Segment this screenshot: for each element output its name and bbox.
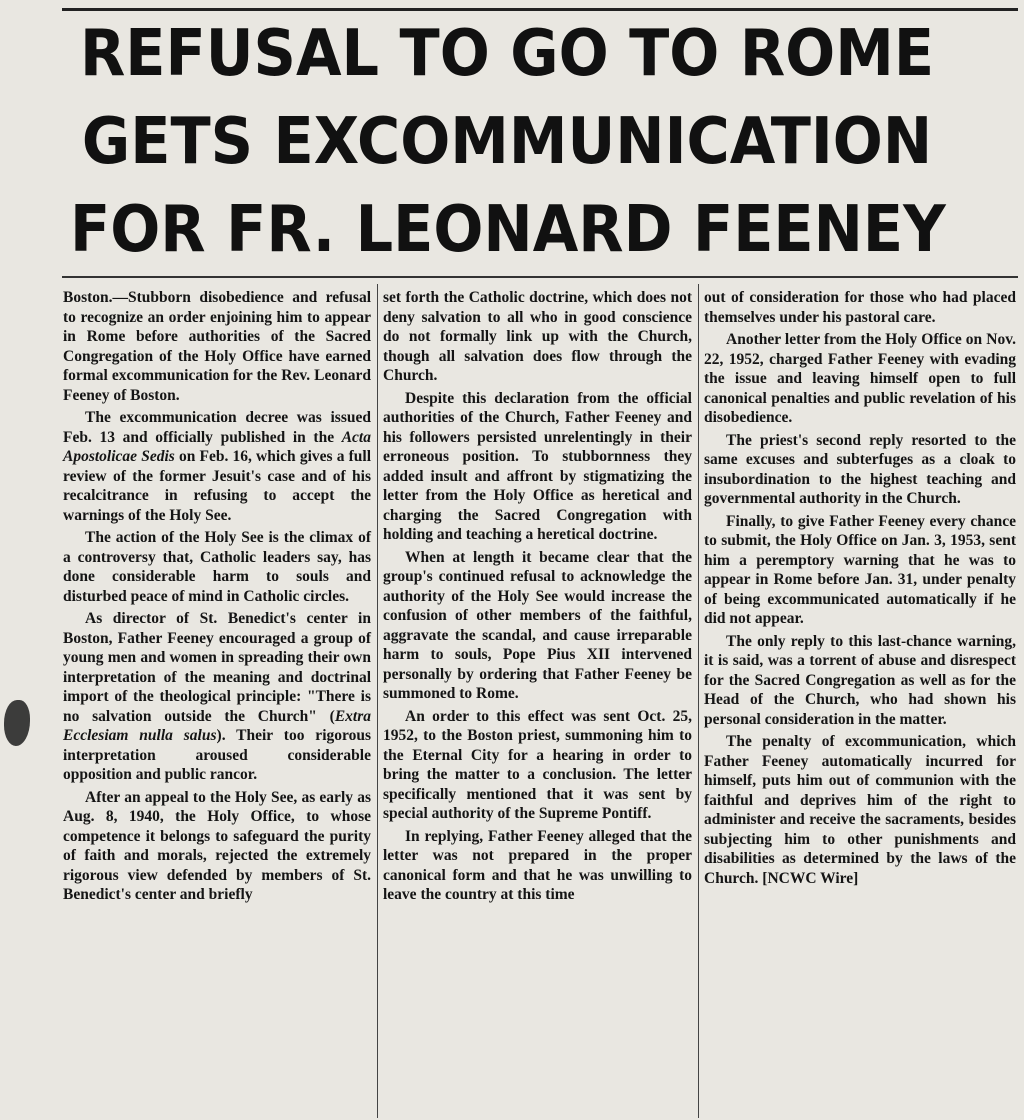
article-paragraph: An order to this effect was sent Oct. 25, 1952, to the Boston priest, summoning him to the Eternal City for a hearing in order to bring the matter to a conclusion. The letter specifically mentioned that it was sent by special authority of the Supreme Pontiff. <box>383 707 692 822</box>
article-paragraph: set forth the Catholic doctrine, which does not deny salvation to all who in good conscience do not formally link up with the Church, though all salvation does flow through the Church. <box>383 289 692 384</box>
article-paragraph: After an appeal to the Holy See, as early as Aug. 8, 1940, the Holy Office, to whose competence it belongs to safeguard the purity of faith and morals, rejected the extremely rigorous view defended by members of St. Benedict's center and briefly <box>63 788 371 903</box>
article-paragraph: The penalty of excommunication, which Father Feeney automatically incurred for himself, puts him out of communion with the faithful and deprives him of the right to administer and receive the sacraments, besides subjecting him to other punishments and disabilities as determined by the laws of the Church. [NCWC Wire] <box>704 733 1016 887</box>
paragraph-text: The excommunication decree was issued Feb. 13 and officially published in the <box>63 409 371 446</box>
publication-title: Acta Apostolicae Sedis <box>63 428 371 465</box>
article-paragraph <box>63 609 371 785</box>
headline-line-1: REFUSAL TO GO TO ROME <box>79 17 935 91</box>
article-paragraph <box>63 408 371 525</box>
paragraph-text: ). Their too rigorous interpretation aroused considerable opposition and public rancor. <box>63 727 371 783</box>
ink-blot <box>4 700 30 746</box>
article-paragraph: In replying, Father Feeney alleged that the letter was not prepared in the proper canonical form and that he was unwilling to leave the country at this time <box>383 827 692 903</box>
headline <box>70 10 944 274</box>
article-paragraph: The only reply to this last-chance warning, it is said, was a torrent of abuse and disrespect for the Sacred Congregation as well as for the Head of the Church, who had shown his personal consideration in the matter. <box>704 632 1016 728</box>
article-column-2 <box>378 284 699 1118</box>
article-paragraph: out of consideration for those who had placed themselves under his pastoral care. <box>704 289 1016 326</box>
article-paragraph: Another letter from the Holy Office on Nov. 22, 1952, charged Father Feeney with evading the issue and leaving himself open to full canonical penalties and public revelation of his disobedience. <box>704 331 1016 426</box>
article-column-1 <box>60 284 378 1118</box>
paragraph-text: As director of St. Benedict's center in Boston, Father Feeney encouraged a group of young men and women in spreading their own interpretation of the meaning and doctrinal import of the theological principle: "There is no salvation outside the Church" ( <box>63 610 371 725</box>
article-paragraph: Despite this declaration from the official authorities of the Church, Father Feeney and his followers persisted unrelentingly in their erroneous position. To stubbornness they added insult and affront by stigmatizing the letter from the Holy Office as heretical and charging the Sacred Congregation with holding and teaching a heretical doctrine. <box>383 389 692 543</box>
headline-rule <box>62 276 1018 278</box>
headline-line-2: GETS EXCOMMUNICATION <box>81 105 933 179</box>
article-paragraph: Finally, to give Father Feeney every chance to submit, the Holy Office on Jan. 3, 1953, sent him a peremptory warning that he was to appear in Rome before Jan. 31, under penalty of being excommunicated automatically if he did not appear. <box>704 512 1016 627</box>
latin-phrase: Extra Ecclesiam nulla salus <box>63 707 371 744</box>
article-body <box>60 284 1018 1118</box>
article-paragraph: When at length it became clear that the group's continued refusal to acknowledge the authority of the Holy See would increase the confusion of other members of the faithful, aggravate the scandal, and cause irreparable harm to souls, Pope Pius XII intervened personally by ordering that Father Feeney be summoned to Rome. <box>383 548 692 702</box>
article-paragraph: The priest's second reply resorted to the same excuses and subterfuges as a cloak to insubordination to the highest teaching and governmental authority in the Church. <box>704 431 1016 507</box>
article-paragraph: Boston.—Stubborn disobedience and refusal to recognize an order enjoining him to appear in Rome before authorities of the Sacred Congregation of the Holy Office have earned formal excommunication for the Rev. Leonard Feeney of Boston. <box>63 289 371 404</box>
paragraph-text: on Feb. 16, which gives a full review of the former Jesuit's case and of his recalcitrance in refusing to accept the warnings of the Holy See. <box>63 448 372 524</box>
article-paragraph: The action of the Holy See is the climax of a controversy that, Catholic leaders say, has done considerable harm to souls and disturbed peace of mind in Catholic circles. <box>63 529 371 605</box>
article-column-3 <box>699 284 1018 1118</box>
headline-line-3: FOR FR. LEONARD FEENEY <box>70 193 946 267</box>
